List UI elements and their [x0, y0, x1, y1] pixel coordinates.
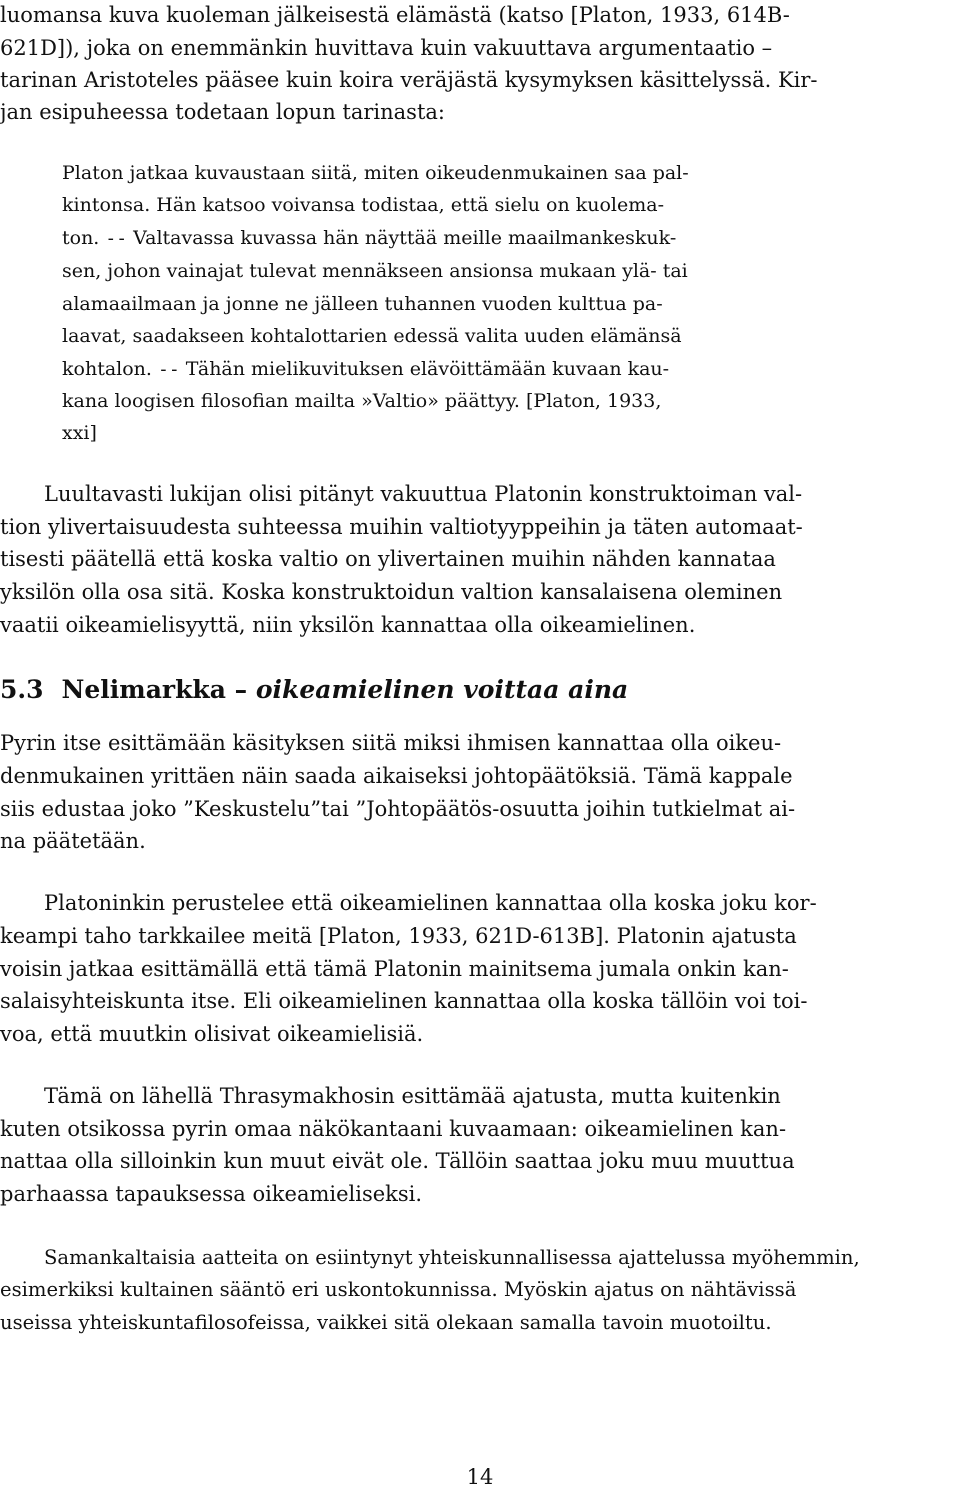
text-line: salaisyhteiskunta itse. Eli oikeamielinen kannattaa olla koska tällöin voi toi- — [0, 989, 808, 1013]
text-line: Luultavasti lukijan olisi pitänyt vakuuttua Platonin konstruktoiman val- — [44, 482, 803, 506]
text-line: jan esipuheessa todetaan lopun tarinasta: — [0, 100, 445, 124]
quote-text: kohtalon. — [62, 358, 152, 380]
text-line: denmukainen yrittäen näin saada aikaiseksi johtopäätöksiä. Tämä kappale — [0, 764, 793, 788]
section-heading — [0, 674, 628, 706]
text-line: Samankaltaisia aatteita on esiintynyt yhteiskunnallisessa ajattelussa myöhemmin, — [44, 1246, 860, 1269]
text-line: Pyrin itse esittämään käsityksen siitä miksi ihmisen kannattaa olla oikeu- — [0, 731, 782, 755]
page-number: 14 — [466, 1465, 494, 1489]
text-line: luomansa kuva kuoleman jälkeisestä elämästä (katso [Platon, 1933, 614B- — [0, 3, 790, 27]
text-line: na päätetään. — [0, 829, 146, 853]
quote-line: sen, johon vainajat tulevat mennäkseen ansionsa mukaan ylä- tai — [62, 260, 688, 282]
quote-line — [62, 225, 676, 252]
text-line: esimerkiksi kultainen sääntö eri uskontokunnissa. Myöskin ajatus on nähtävissä — [0, 1278, 797, 1301]
text-line: kuten otsikossa pyrin omaa näkökantaani kuvaamaan: oikeamielinen kan- — [0, 1117, 787, 1141]
dash-mark: -- — [158, 359, 180, 380]
dash-mark: -- — [105, 228, 128, 249]
quote-line: Platon jatkaa kuvaustaan siitä, miten oikeudenmukainen saa pal- — [62, 162, 689, 184]
text-line: tarinan Aristoteles pääsee kuin koira veräjästä kysymyksen käsittelyssä. Kir- — [0, 68, 818, 92]
quote-line: laavat, saadakseen kohtalottarien edessä valita uuden elämänsä — [62, 325, 682, 347]
text-line: nattaa olla silloinkin kun muut eivät ole. Tällöin saattaa joku muu muuttua — [0, 1149, 795, 1173]
text-line: siis edustaa joko ”Keskustelu”tai ”Johtopäätös-osuutta joihin tutkielmat ai- — [0, 797, 796, 821]
text-line: Platoninkin perustelee että oikeamielinen kannattaa olla koska joku kor- — [44, 891, 817, 915]
quote-line: kana loogisen filosofian mailta »Valtio» päättyy. [Platon, 1933, — [62, 390, 662, 412]
text-line: useissa yhteiskuntafilosofeissa, vaikkei sitä olekaan samalla tavoin muotoiltu. — [0, 1311, 772, 1334]
quote-line — [62, 356, 669, 383]
section-number: 5.3 — [0, 675, 44, 704]
text-line: 621D]), joka on enemmänkin huvittava kuin vakuuttava argumentaatio – — [0, 36, 773, 60]
text-line: keampi taho tarkkailee meitä [Platon, 1933, 621D-613B]. Platonin ajatusta — [0, 924, 797, 948]
quote-text: ton. — [62, 227, 100, 249]
quote-line: alamaailmaan ja jonne ne jälleen tuhannen vuoden kulttua pa- — [62, 293, 663, 315]
text-line: parhaassa tapauksessa oikeamieliseksi. — [0, 1182, 423, 1206]
text-line: vaatii oikeamielisyyttä, niin yksilön kannattaa olla oikeamielinen. — [0, 613, 696, 637]
quote-text: Valtavassa kuvassa hän näyttää meille maailmankeskuk- — [133, 227, 677, 249]
quote-text: Tähän mielikuvituksen elävöittämään kuvaan kau- — [185, 358, 670, 380]
text-line: Tämä on lähellä Thrasymakhosin esittämää ajatusta, mutta kuitenkin — [44, 1084, 781, 1108]
quote-line: xxi] — [62, 422, 97, 444]
quote-line: kintonsa. Hän katsoo voivansa todistaa, että sielu on kuolema- — [62, 194, 665, 216]
section-title-italic: oikeamielinen voittaa aina — [255, 675, 629, 704]
section-title: Nelimarkka – — [61, 675, 248, 704]
text-line: tion ylivertaisuudesta suhteessa muihin valtiotyyppeihin ja täten automaat- — [0, 515, 803, 539]
text-line: voa, että muutkin olisivat oikeamielisiä. — [0, 1022, 424, 1046]
text-line: voisin jatkaa esittämällä että tämä Platonin mainitsema jumala onkin kan- — [0, 957, 789, 981]
text-line: yksilön olla osa sitä. Koska konstruktoidun valtion kansalaisena oleminen — [0, 580, 783, 604]
text-line: tisesti päätellä että koska valtio on ylivertainen muihin nähden kannataa — [0, 547, 776, 571]
